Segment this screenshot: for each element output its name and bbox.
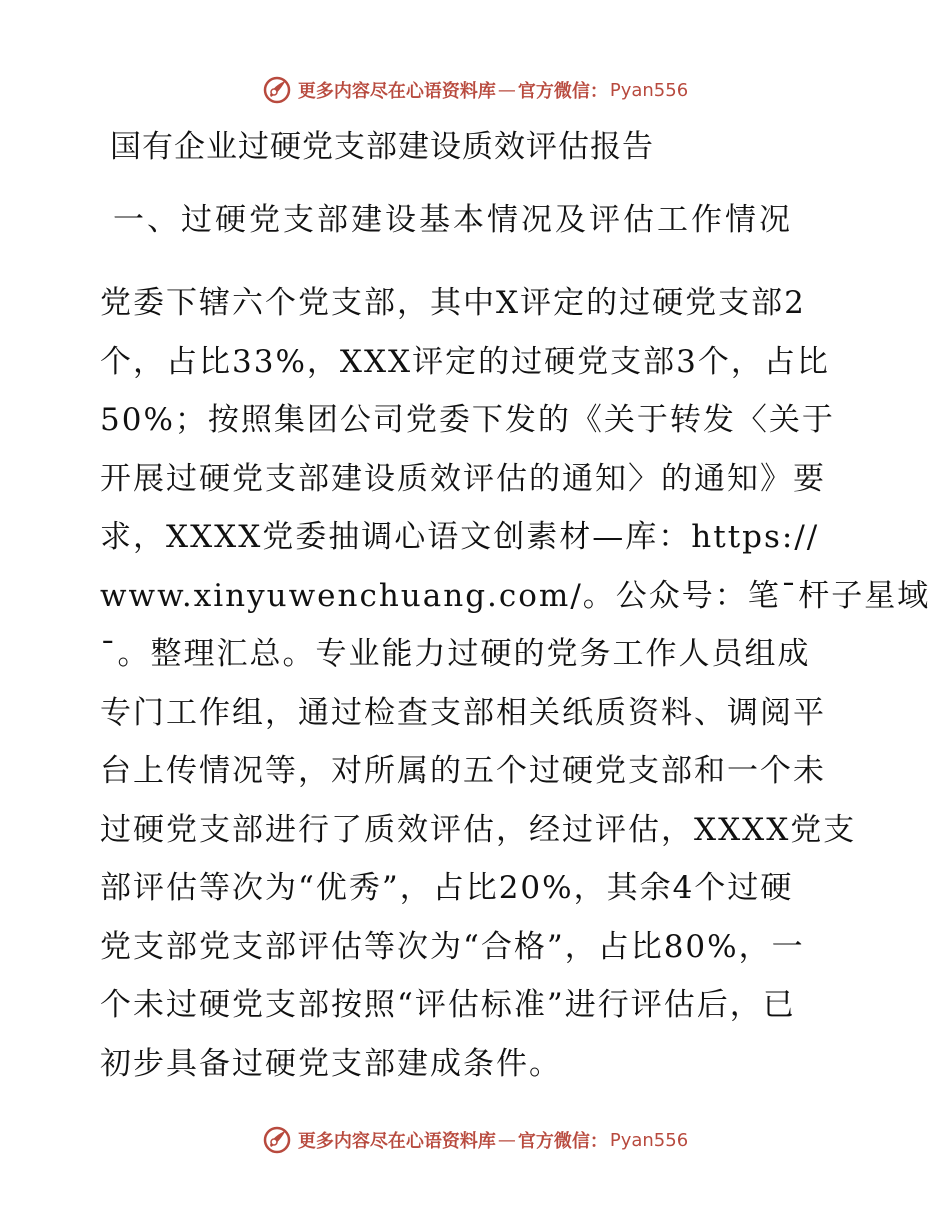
paragraph-line: 党支部党支部评估等次为“合格”，占比80%，一 <box>100 928 805 965</box>
section-heading: 一、过硬党支部建设基本情况及评估工作情况 <box>113 202 793 238</box>
header-watermark <box>0 73 950 107</box>
watermark-wechat-label: 官方微信： <box>517 1131 608 1152</box>
paragraph-line: 50%；按照集团公司党委下发的《关于转发〈关于 <box>100 402 835 438</box>
paragraph-line: 台上传情况等，对所属的五个过硬党支部和一个未 <box>100 753 826 789</box>
paragraph-line: 个未过硬党支部按照“评估标准”进行评估后，已 <box>100 987 796 1023</box>
watermark-account: Pyan556 <box>609 79 689 101</box>
document-title: 国有企业过硬党支部建设质效评估报告 <box>110 129 654 165</box>
body-paragraph <box>100 274 931 1093</box>
watermark-text: 更多内容尽在心语资料库 <box>297 1131 496 1152</box>
paragraph-line: 求，XXXX党委抽调心语文创素材—库：https:// <box>100 519 820 555</box>
paragraph-line: ¯。整理汇总。专业能力过硬的党务工作人员组成 <box>100 636 811 672</box>
paragraph-line: 部评估等次为“优秀”，占比20%，其余4个过硬 <box>100 870 794 906</box>
quill-swirl-logo-icon <box>262 75 292 105</box>
watermark-separator: — <box>497 79 516 101</box>
paragraph-line: 党委下辖六个党支部，其中X评定的过硬党支部2 <box>100 285 806 321</box>
paragraph-line: 专门工作组，通过检查支部相关纸质资料、调阅平 <box>100 694 826 731</box>
watermark-separator: — <box>497 1129 516 1151</box>
paragraph-line: 初步具备过硬党支部建成条件。 <box>100 1045 562 1082</box>
watermark-text: 更多内容尽在心语资料库 <box>297 81 496 102</box>
watermark-account: Pyan556 <box>609 1129 689 1151</box>
paragraph-line: 个，占比33%，XXX评定的过硬党支部3个，占比 <box>100 343 830 380</box>
footer-watermark <box>0 1123 950 1157</box>
paragraph-line: www.xinyuwenchuang.com/。公众号：笔¯杆子星域 <box>100 577 931 614</box>
paragraph-line: 开展过硬党支部建设质效评估的通知〉的通知》要 <box>100 460 826 497</box>
watermark-wechat-label: 官方微信： <box>517 81 608 102</box>
quill-swirl-logo-icon <box>262 1125 292 1155</box>
paragraph-line: 过硬党支部进行了质效评估，经过评估，XXXX党支 <box>100 811 857 848</box>
